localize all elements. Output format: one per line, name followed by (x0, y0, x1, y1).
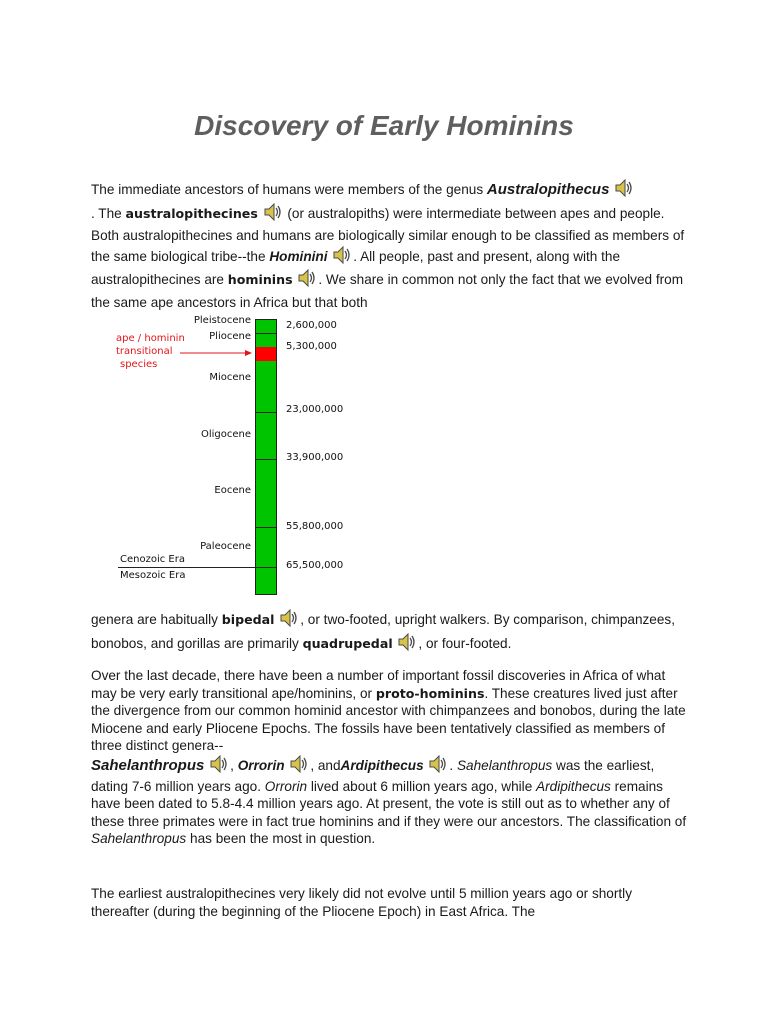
speaker-icon[interactable] (428, 755, 448, 778)
term-ardipithecus: Ardipithecus (340, 757, 424, 773)
epoch-label-eocene: Eocene (214, 485, 251, 496)
speaker-icon[interactable] (397, 633, 417, 657)
page-title: Discovery of Early Hominins (194, 110, 574, 141)
annotation-line3: species (120, 359, 158, 370)
epoch-label-pliocene: Pliocene (209, 331, 251, 342)
annotation-line1: ape / hominin (116, 333, 185, 344)
speaker-icon[interactable] (614, 179, 634, 203)
speaker-icon[interactable] (297, 269, 317, 293)
term-sahelanthropus: Sahelanthropus (91, 756, 205, 774)
tick (256, 459, 276, 460)
bipedal-paragraph: genera are habitually bipedal , or two-footed, upright walkers. By comparison, chimpanzees, bonobos, and gorillas are primarily quadrupedal , or four-footed. (91, 609, 691, 656)
epoch-label-pleistocene: Pleistocene (193, 315, 251, 326)
fossil-discoveries-paragraph: Over the last decade, there have been a number of important fossil discoveries in Africa of what may be very early transitional ape/hominins, or proto-hominins. These creatures lived just after the divergence from our common hominid ancestor with chimpanzees and bonobos, during the late Miocene and early Pliocene Epochs. The fossils have been tentatively classified as members of three distinct genera-- Sahelanthropus , Orrorin , andArdipithecus . Sahelanthropus was the earliest, dating 7-6 million years ago. Orrorin lived about 6 million years ago, while Ardipithecus remains have been dated to 5.8-4.4 million years ago. At present, the vote is still out as to whether any of these three primates were in fact true hominins and if they were our ancestors. The classification of Sahelanthropus has been the most in question. (91, 668, 687, 847)
term-quadrupedal: quadrupedal (302, 635, 393, 651)
era-label-cenozoic: Cenozoic Era (120, 554, 185, 565)
date-label: 33,900,000 (286, 452, 344, 463)
tick (256, 527, 276, 528)
speaker-icon[interactable] (263, 203, 283, 227)
annotation-arrow (180, 349, 252, 357)
term-australopithecines: australopithecines (125, 205, 258, 221)
tick (256, 333, 276, 334)
era-boundary-line (118, 567, 256, 568)
speaker-icon[interactable] (332, 246, 352, 270)
date-label: 5,300,000 (286, 341, 337, 352)
transitional-species-band (256, 347, 276, 361)
date-label: 65,500,000 (286, 560, 344, 571)
term-orrorin: Orrorin (237, 757, 285, 773)
tick (256, 567, 276, 568)
term-australopithecus: Australopithecus (486, 181, 610, 198)
term-hominini: Hominini (269, 248, 328, 264)
speaker-icon[interactable] (279, 609, 299, 633)
era-label-mesozoic: Mesozoic Era (120, 570, 186, 581)
epoch-label-miocene: Miocene (209, 372, 251, 383)
geologic-timescale-diagram (110, 312, 360, 602)
epoch-label-oligocene: Oligocene (200, 429, 251, 440)
earliest-australopithecines-paragraph: The earliest australopithecines very likely did not evolve until 5 million years ago or shortly thereafter (during the beginning of the Pliocene Epoch) in East Africa. The (91, 886, 632, 919)
speaker-icon[interactable] (209, 755, 229, 778)
term-proto-hominins: proto-hominins (375, 685, 485, 701)
timescale-bar (255, 319, 277, 595)
epoch-label-paleocene: Paleocene (200, 541, 251, 552)
intro-paragraph: The immediate ancestors of humans were members of the genus Australopithecus . The australopithecines (or australopiths) were intermediate between apes and people. Both australopithecines and humans are biologically similar enough to be classified as members of the same biological tribe--the Hominini . All people, past and present, along with the australopithecines are hominins . We share in common not only the fact that we evolved from the same ape ancestors in Africa but that both (91, 181, 685, 310)
annotation-line2: transitional (116, 346, 173, 357)
date-label: 55,800,000 (286, 521, 344, 532)
speaker-icon[interactable] (289, 755, 309, 778)
tick (256, 412, 276, 413)
date-label: 23,000,000 (286, 404, 344, 415)
date-label: 2,600,000 (286, 320, 337, 331)
term-hominins: hominins (227, 272, 293, 287)
term-bipedal: bipedal (221, 612, 275, 627)
